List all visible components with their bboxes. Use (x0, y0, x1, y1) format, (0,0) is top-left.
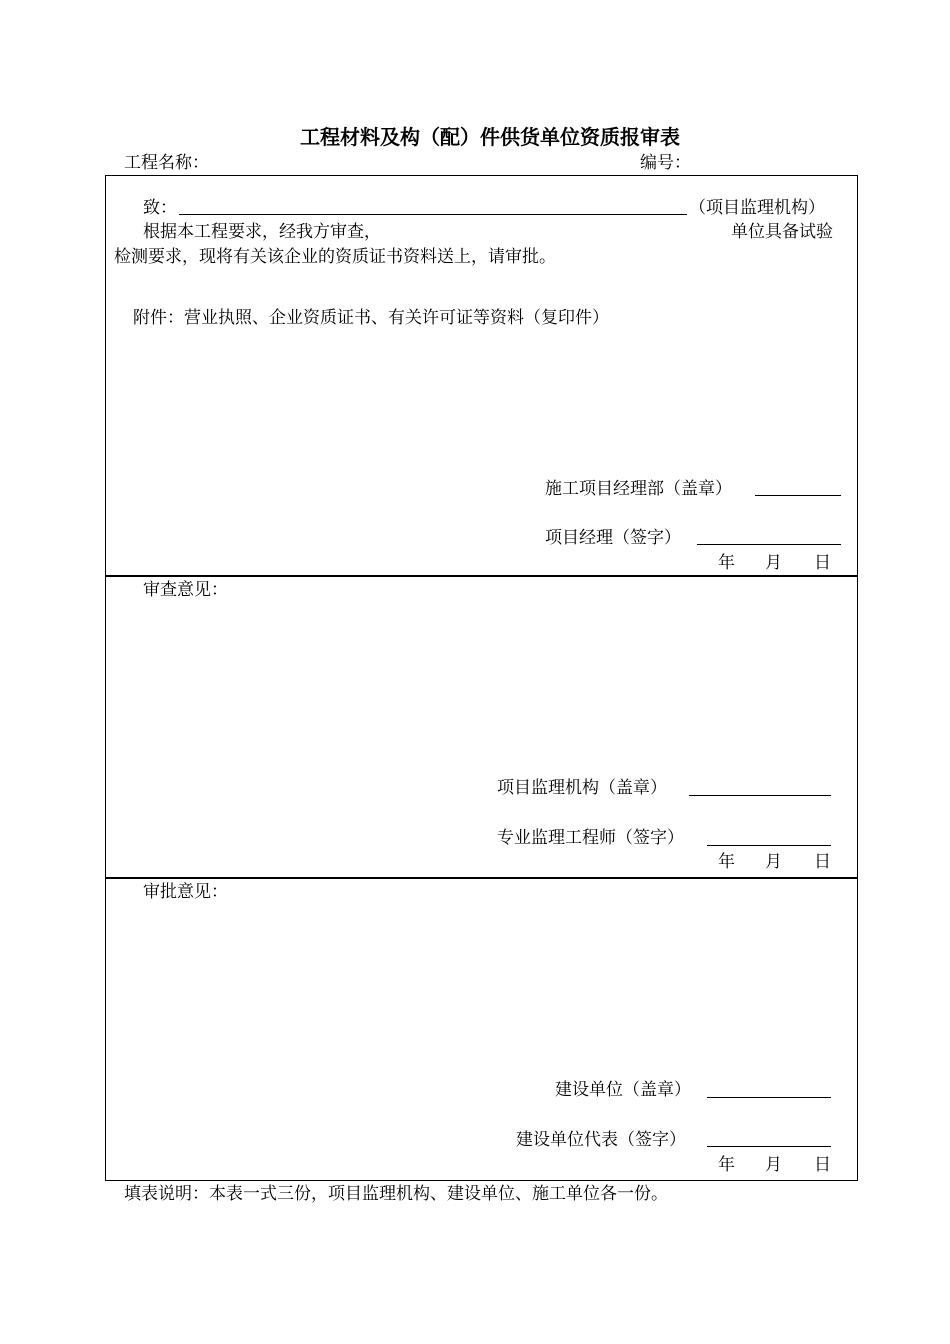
page-title: 工程材料及构（配）件供货单位资质报审表 (300, 125, 680, 149)
date-row-1 (0, 553, 950, 573)
body-line-1-left: 根据本工程要求，经我方审查， (143, 222, 381, 242)
project-name-label: 工程名称： (124, 153, 209, 173)
year-label: 年 (718, 553, 735, 573)
day-label: 日 (814, 852, 831, 872)
owner-stamp-field[interactable] (707, 1097, 831, 1098)
date-row-3 (0, 1155, 950, 1175)
review-section (105, 575, 858, 879)
to-suffix: （项目监理机构） (689, 198, 825, 218)
contractor-stamp-label: 施工项目经理部（盖章） (545, 479, 732, 499)
year-label: 年 (718, 1155, 735, 1175)
to-label: 致： (143, 198, 177, 218)
supervisor-stamp-label: 项目监理机构（盖章） (497, 778, 667, 798)
approval-heading: 审批意见： (143, 882, 228, 902)
project-manager-sign-label: 项目经理（签字） (545, 528, 681, 548)
month-label: 月 (765, 1155, 782, 1175)
review-heading: 审查意见： (143, 580, 228, 600)
owner-representative-sign-label: 建设单位代表（签字） (516, 1130, 686, 1150)
number-label: 编号： (640, 153, 691, 173)
body-line-1-right: 单位具备试验 (731, 222, 833, 242)
approval-section (105, 877, 858, 1181)
project-manager-sign-field[interactable] (697, 544, 841, 545)
month-label: 月 (765, 553, 782, 573)
body-line-2: 检测要求，现将有关该企业的资质证书资料送上，请审批。 (114, 247, 556, 267)
attachment-note: 附件：营业执照、企业资质证书、有关许可证等资料（复印件） (133, 308, 609, 328)
month-label: 月 (765, 852, 782, 872)
supervising-engineer-sign-field[interactable] (707, 845, 831, 846)
owner-stamp-label: 建设单位（盖章） (555, 1080, 691, 1100)
day-label: 日 (814, 553, 831, 573)
to-recipient-field[interactable] (179, 214, 687, 215)
date-row-2 (0, 852, 950, 872)
footer-note: 填表说明：本表一式三份，项目监理机构、建设单位、施工单位各一份。 (124, 1184, 668, 1204)
supervising-engineer-sign-label: 专业监理工程师（签字） (497, 828, 684, 848)
owner-representative-sign-field[interactable] (707, 1146, 831, 1147)
supervisor-stamp-field[interactable] (689, 795, 831, 796)
year-label: 年 (718, 852, 735, 872)
contractor-stamp-field[interactable] (755, 495, 841, 496)
day-label: 日 (814, 1155, 831, 1175)
